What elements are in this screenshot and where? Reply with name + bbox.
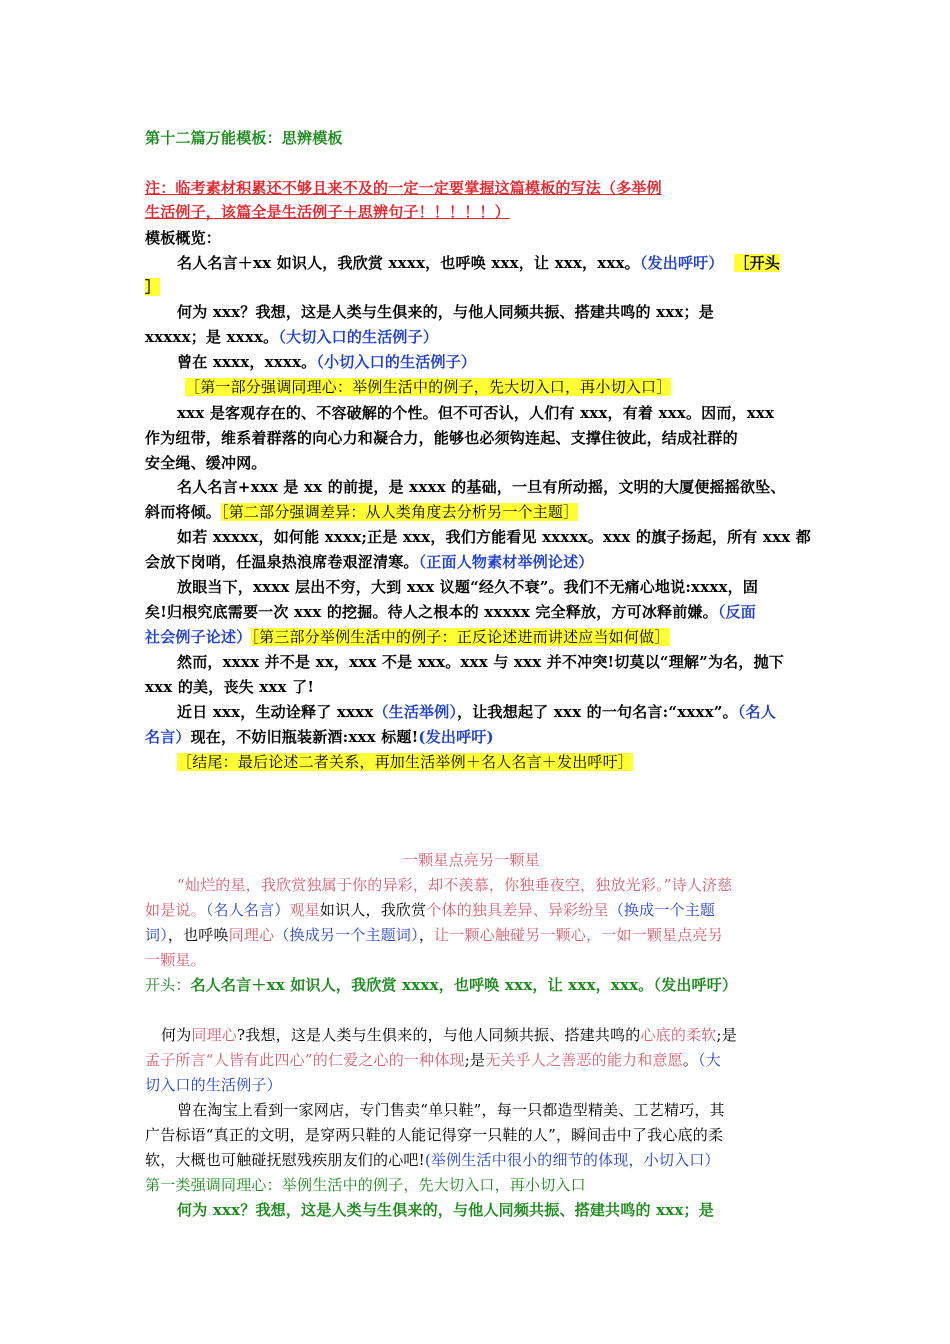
essay-empathy-line-2: 孟子所言“人皆有此四心”的仁爱之心的一种体现;是无关乎人之善恶的能力和意愿。（大 (145, 1051, 721, 1069)
note-line-2: 生活例子，该篇全是生活例子＋思辨句子！！！！！） (145, 203, 510, 221)
template-what-is-line-2: xxxxx；是 xxxx。（大切入口的生活例子） (145, 328, 439, 346)
ending-bracket: ［结尾：最后论述二者关系，再加生活举例＋名人名言＋发出呼吁］ (177, 753, 634, 771)
essay-opening-line-4: 一颗星。 (145, 951, 206, 969)
essay-part-one-summary: 第一类强调同理心：举例生活中的例子，先大切入口，再小切入口 (145, 1176, 586, 1194)
essay-empathy-line: 何为同理心?我想，这是人类与生俱来的，与他人同频共振、搭建共鸣的心底的柔软;是 (161, 1026, 737, 1044)
template-recently-line-2: 名言）现在，不妨旧瓶装新酒:xxx 标题!(发出呼吁) (145, 728, 494, 746)
part-one-bracket: ［第一部分强调同理心：举例生活中的例子，先大切入口，再小切入口］ (185, 378, 672, 396)
template-individuality-line: xxx 是客观存在的、不容破解的个性。但不可否认，人们有 xxx，有着 xxx。因而，xxx (177, 404, 775, 422)
essay-what-is-summary: 何为 xxx？我想，这是人类与生俱来的，与他人同频共振、搭建共鸣的 xxx；是 (177, 1201, 714, 1219)
template-nowadays-line-3: 社会例子论述）［第三部分举例生活中的例子：正反论述进而讲述应当如何做］ (145, 628, 670, 646)
essay-shoe-line: 曾在淘宝上看到一家网店，专门售卖“单只鞋”，每一只都造型精美、工艺精巧，其 (177, 1101, 725, 1119)
template-what-is-line: 何为 xxx？我想，这是人类与生俱来的，与他人同频共振、搭建共鸣的 xxx；是 (177, 303, 714, 321)
essay-shoe-line-3: 软，大概也可触碰抚慰残疾朋友们的心吧!(举例生活中很小的细节的体现，小切入口） (145, 1151, 720, 1169)
template-premise-line-2: 斜而将倾。［第二部分强调差异：从人类角度去分析另一个主题］ (145, 503, 579, 521)
template-recently-line: 近日 xxx，生动诠释了 xxxx（生活举例），让我想起了 xxx 的一句名言:“xxxx”。（名人 (177, 703, 776, 721)
template-once-line: 曾在 xxxx，xxxx。（小切入口的生活例子） (177, 353, 477, 371)
essay-shoe-line-2: 广告标语“真正的文明，是穿两只鞋的人能记得穿一只鞋的人”，瞬间击中了我心底的柔 (145, 1126, 724, 1144)
essay-title: 一颗星点亮另一颗星 (403, 851, 540, 869)
template-nowadays-line: 放眼当下，xxxx 层出不穷，大到 xxx 议题“经久不衰”。我们不无痛心地说:xxxx，固 (177, 578, 759, 596)
essay-opening-summary: 开头：名人名言＋xx 如识人，我欣赏 xxxx，也呼唤 xxx，让 xxx，xxx。（发出呼吁） (145, 976, 738, 994)
template-however-line-2: xxx 的美，丧失 xxx 了! (145, 678, 315, 696)
note-line-1: 注：临考素材积累还不够且来不及的一定一定要掌握这篇模板的写法（多举例 (145, 179, 662, 197)
essay-opening-line-2: 如是说。（名人名言）观星如识人，我欣赏个体的独具差异、异彩纷呈（换成一个主题 (145, 901, 716, 919)
overview-label: 模板概览： (145, 229, 222, 247)
template-opening-line-2: ］ (145, 278, 161, 296)
essay-empathy-line-3: 切入口的生活例子） (145, 1076, 282, 1094)
template-opening-line: 名人名言＋xx 如识人，我欣赏 xxxx，也呼唤 xxx，让 xxx，xxx。（发出呼吁） ［开头 (177, 254, 781, 272)
essay-quote-line: “灿烂的星，我欣赏独属于你的异彩，却不羡慕，你独垂夜空，独放光彩。”诗人济慈 (177, 876, 733, 894)
template-nowadays-line-2: 矣!归根究底需要一次 xxx 的挖掘。待人之根本的 xxxxx 完全释放，方可冰释前嫌。（反面 (145, 603, 756, 621)
doc-title: 第十二篇万能模板：思辨模板 (145, 129, 343, 147)
template-premise-line: 名人名言+xxx 是 xx 的前提，是 xxxx 的基础，一旦有所动摇，文明的大厦便摇摇欲坠、 (177, 478, 786, 496)
template-individuality-line-3: 安全绳、缓冲网。 (145, 454, 267, 472)
template-if-line: 如若 xxxxx，如何能 xxxx;正是 xxx，我们方能看见 xxxxx。xxx 的旗子扬起，所有 xxx 都 (177, 528, 811, 546)
template-however-line: 然而，xxxx 并不是 xx，xxx 不是 xxx。xxx 与 xxx 并不冲突!切莫以“理解”为名，抛下 (177, 653, 784, 671)
essay-opening-line-3: 词），也呼唤同理心（换成另一个主题词），让一颗心触碰另一颗心，一如一颗星点亮另 (145, 926, 723, 944)
template-individuality-line-2: 作为纽带，维系着群落的向心力和凝合力，能够也必须钩连起、支撑住彼此，结成社群的 (145, 429, 738, 447)
template-if-line-2: 会放下岗哨，任温泉热浪席卷艰涩清寒。（正面人物素材举例论述） (145, 553, 594, 571)
